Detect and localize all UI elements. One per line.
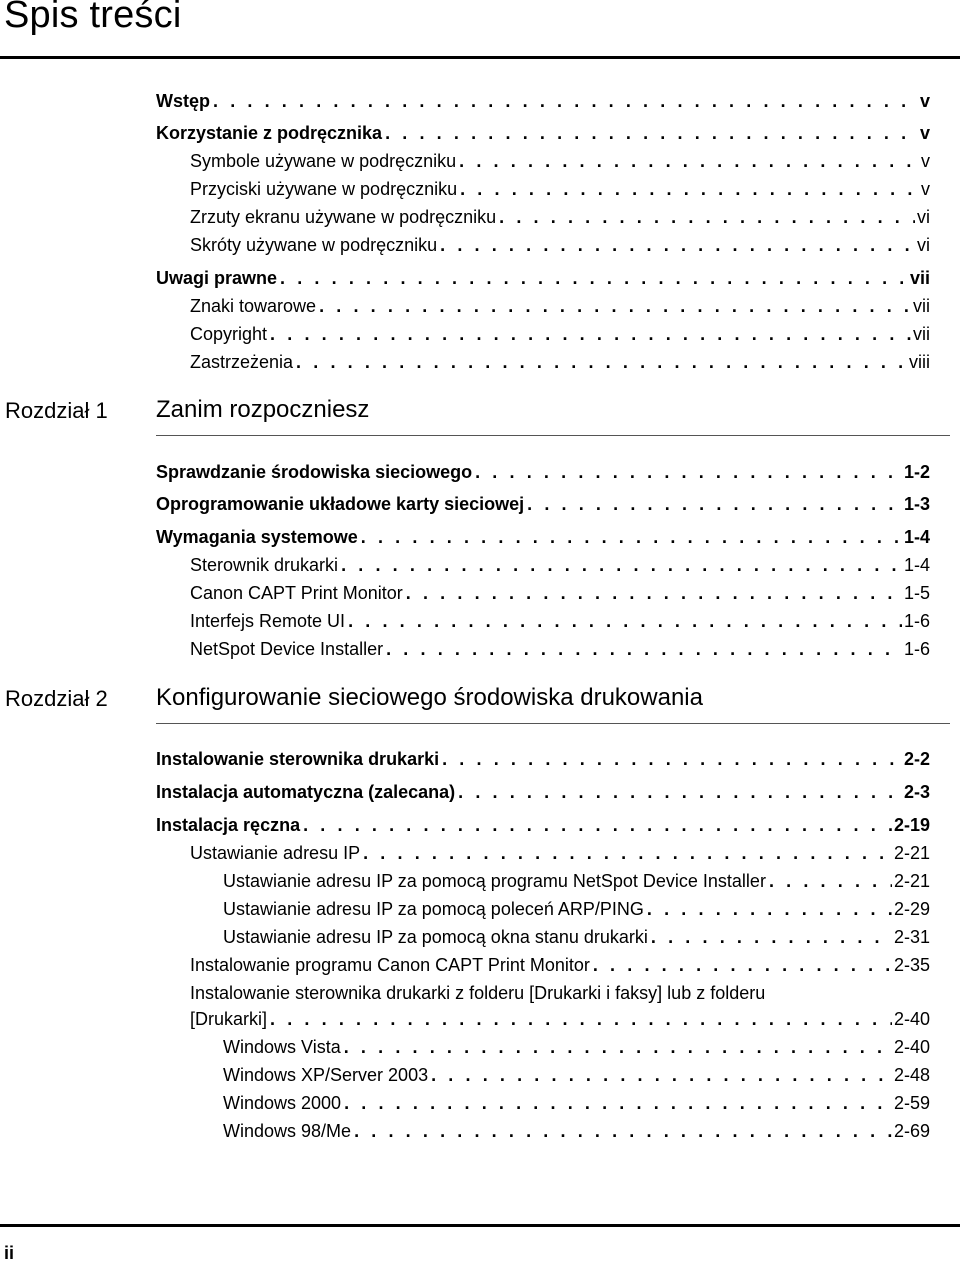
dot-leader [651, 924, 892, 950]
toc-entry[interactable] [190, 636, 930, 662]
toc-entry[interactable] [156, 459, 930, 485]
toc-entry-label: Ustawianie adresu IP [190, 843, 361, 863]
dot-leader [386, 636, 902, 662]
chapter-rule [156, 435, 950, 436]
toc-entry-label: Instalowanie programu Canon CAPT Print Monitor [190, 955, 590, 975]
toc-entry-page: v [919, 123, 930, 143]
chapter-label: Rozdział 2 [5, 686, 108, 711]
toc-entry-label: Zastrzeżenia [190, 352, 294, 372]
toc-entry-page: 1-3 [903, 494, 930, 514]
dot-leader [296, 349, 907, 375]
page-number: ii [4, 1243, 15, 1263]
toc-entry-page: viii [909, 352, 930, 372]
toc-entry[interactable] [190, 580, 930, 606]
dot-leader [458, 779, 902, 805]
toc-entry-label: Windows 98/Me [223, 1121, 352, 1141]
toc-entry[interactable] [190, 552, 930, 578]
dot-leader [213, 88, 918, 114]
toc-entry-page: 2-69 [893, 1121, 930, 1141]
toc-entry[interactable] [156, 120, 930, 146]
toc-entry[interactable] [156, 491, 930, 517]
dot-leader [319, 293, 911, 319]
toc-entry-label: Uwagi prawne [156, 268, 278, 288]
toc-entry[interactable] [190, 148, 930, 174]
toc-entry-label: Sprawdzanie środowiska sieciowego [156, 462, 473, 482]
toc-entry-label: Instalacja automatyczna (zalecana) [156, 782, 456, 802]
toc-entry-label: Instalowanie sterownika drukarki [156, 749, 440, 769]
toc-entry-page: 2-59 [893, 1093, 930, 1113]
toc-entry-label: [Drukarki] [190, 1009, 268, 1029]
chapter-title[interactable]: Konfigurowanie sieciowego środowiska drukowania [156, 684, 703, 711]
dot-leader [270, 321, 911, 347]
chapter-rule [156, 723, 950, 724]
toc-entry[interactable] [223, 1090, 930, 1116]
dot-leader [385, 120, 918, 146]
dot-leader [361, 524, 902, 550]
dot-leader [440, 232, 915, 258]
toc-entry-label: Interfejs Remote UI [190, 611, 346, 631]
toc-entry-label: NetSpot Device Installer [190, 639, 384, 659]
toc-entry-label: Wymagania systemowe [156, 527, 358, 547]
toc-entry[interactable] [190, 840, 930, 866]
dot-leader [341, 552, 902, 578]
toc-entry[interactable] [190, 952, 930, 978]
toc-entry-label: Windows Vista [223, 1037, 341, 1057]
toc-entry-page: 2-31 [893, 927, 930, 947]
dot-leader [348, 608, 902, 634]
dot-leader [475, 459, 902, 485]
toc-entry-label: Oprogramowanie układowe karty sieciowej [156, 494, 525, 514]
toc-entry-label: Ustawianie adresu IP za pomocą poleceń ARP/PING [223, 899, 644, 919]
toc-entry-page: vi [917, 235, 930, 255]
toc-entry-label: Windows XP/Server 2003 [223, 1065, 429, 1085]
toc-entry-label: Ustawianie adresu IP za pomocą programu NetSpot Device Installer [223, 871, 766, 891]
toc-entry[interactable] [156, 265, 930, 291]
toc-entry-page: v [921, 151, 930, 171]
toc-entry-page: 2-2 [903, 749, 930, 769]
dot-leader [354, 1118, 892, 1144]
dot-leader [499, 204, 915, 230]
toc-entry-page: vi [917, 207, 930, 227]
toc-entry[interactable] [190, 204, 930, 230]
toc-entry-page: 1-6 [903, 611, 930, 631]
toc-entry-page: 2-21 [893, 843, 930, 863]
toc-entry-page: v [921, 179, 930, 199]
toc-entry-label: Przyciski używane w podręczniku [190, 179, 458, 199]
toc-entry[interactable] [223, 1118, 930, 1144]
dot-leader [406, 580, 902, 606]
toc-entry[interactable] [156, 524, 930, 550]
dot-leader [303, 812, 892, 838]
dot-leader [344, 1090, 892, 1116]
chapter-title[interactable]: Zanim rozpoczniesz [156, 396, 370, 423]
toc-entry-page: 2-19 [893, 815, 930, 835]
toc-entry-label: Ustawianie adresu IP za pomocą okna stanu drukarki [223, 927, 648, 947]
toc-entry-label: Windows 2000 [223, 1093, 342, 1113]
dot-leader [280, 265, 908, 291]
toc-entry-label: Wstęp [156, 91, 210, 111]
toc-entry[interactable] [223, 1034, 930, 1060]
toc-entry[interactable] [223, 924, 930, 950]
toc-entry[interactable] [156, 746, 930, 772]
toc-entry-label: Instalacja ręczna [156, 815, 301, 835]
dot-leader [270, 1006, 892, 1032]
toc-entry-label: Copyright [190, 324, 268, 344]
title-rule [0, 56, 960, 59]
dot-leader [460, 176, 919, 202]
toc-entry[interactable] [223, 868, 930, 894]
toc-entry-page: 1-4 [903, 555, 930, 575]
toc-entry-page: 1-4 [903, 527, 930, 547]
footer-rule [0, 1224, 960, 1227]
toc-entry[interactable] [156, 779, 930, 805]
toc-entry-page: 2-40 [893, 1037, 930, 1057]
toc-entry[interactable] [190, 293, 930, 319]
toc-entry-label-line1[interactable]: Instalowanie sterownika drukarki z folderu [Drukarki i faksy] lub z folderu [190, 983, 766, 1003]
toc-entry-page: vii [909, 268, 930, 288]
dot-leader [459, 148, 919, 174]
toc-entry-page: 2-21 [893, 871, 930, 891]
toc-entry-page: 1-2 [903, 462, 930, 482]
toc-entry-page: 1-6 [903, 639, 930, 659]
dot-leader [527, 491, 902, 517]
toc-entry-page: 2-40 [893, 1009, 930, 1029]
toc-entry-page: 2-35 [893, 955, 930, 975]
toc-entry-page: v [919, 91, 930, 111]
toc-entry[interactable] [190, 176, 930, 202]
toc-entry[interactable] [190, 608, 930, 634]
toc-entry-label: Zrzuty ekranu używane w podręczniku [190, 207, 497, 227]
page-title: Spis treści [4, 0, 182, 36]
toc-entry[interactable] [223, 896, 930, 922]
toc-entry-label: Canon CAPT Print Monitor [190, 583, 403, 603]
toc-entry-label: Korzystanie z podręcznika [156, 123, 383, 143]
dot-leader [593, 952, 892, 978]
dot-leader [431, 1062, 892, 1088]
toc-entry-label: Znaki towarowe [190, 296, 317, 316]
toc-entry-page: vii [913, 324, 930, 344]
toc-entry-page: 2-29 [893, 899, 930, 919]
toc-entry-label: Skróty używane w podręczniku [190, 235, 438, 255]
toc-entry-page: 2-3 [903, 782, 930, 802]
dot-leader [344, 1034, 892, 1060]
toc-entry[interactable] [190, 232, 930, 258]
dot-leader [363, 840, 892, 866]
chapter-label: Rozdział 1 [5, 398, 108, 423]
dot-leader [442, 746, 902, 772]
toc-entry-label: Symbole używane w podręczniku [190, 151, 457, 171]
toc-entry[interactable] [190, 349, 930, 375]
toc-entry[interactable] [223, 1062, 930, 1088]
dot-leader [769, 868, 892, 894]
toc-entry-page: 1-5 [903, 583, 930, 603]
toc-entry[interactable] [156, 88, 930, 114]
toc-entry-page: 2-48 [893, 1065, 930, 1085]
toc-entry[interactable] [190, 321, 930, 347]
dot-leader [647, 896, 892, 922]
toc-entry-page: vii [913, 296, 930, 316]
toc-entry-label: Sterownik drukarki [190, 555, 339, 575]
toc-entry[interactable] [190, 1006, 930, 1032]
toc-entry[interactable] [156, 812, 930, 838]
